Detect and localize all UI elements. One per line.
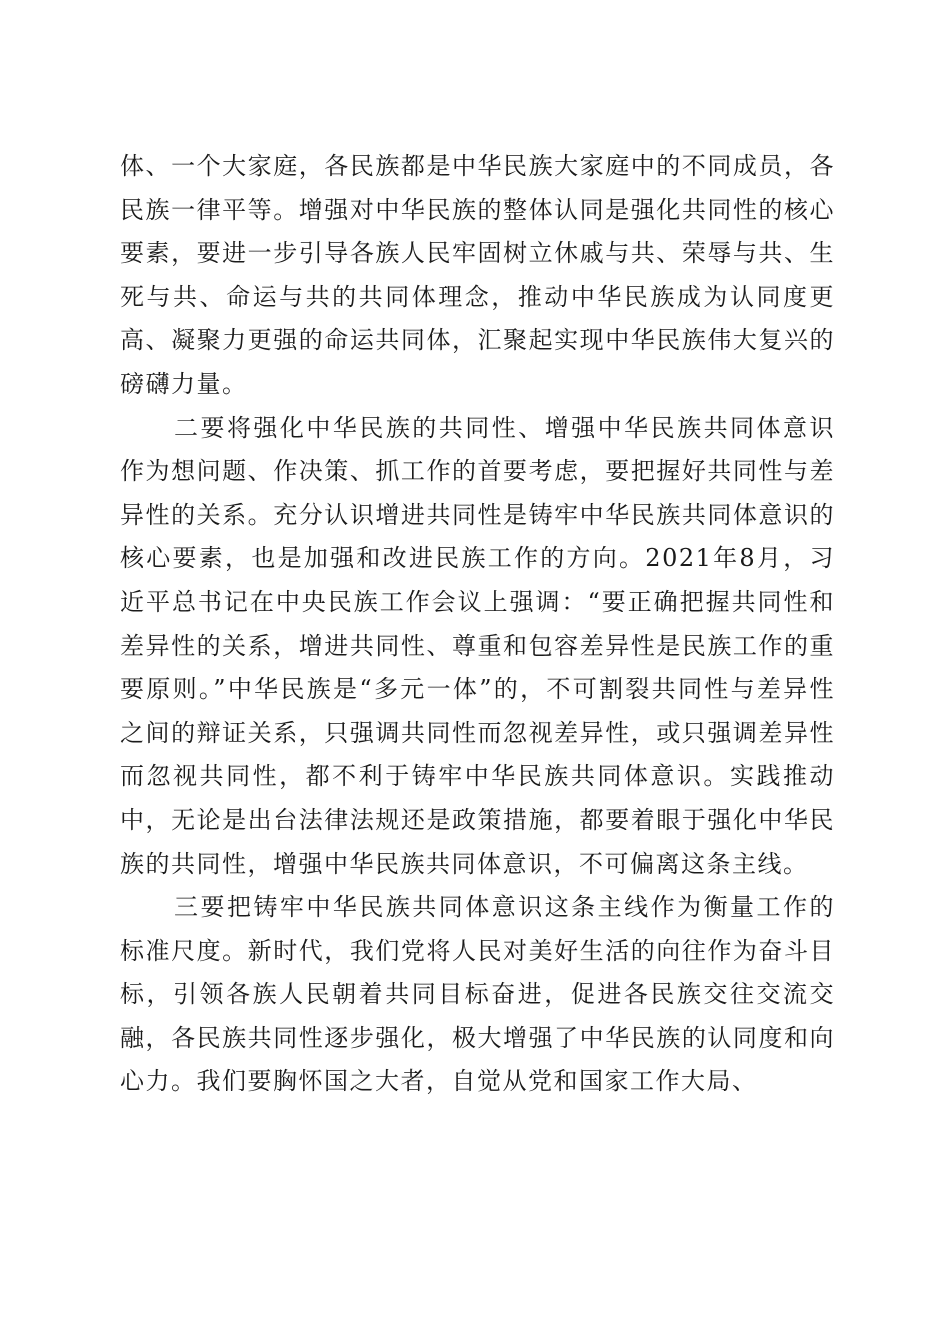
- paragraph-second-point: 二要将强化中华民族的共同性、增强中华民族共同体意识作为想问题、作决策、抓工作的首要考虑，要把握好共同性与差异性的关系。充分认识增进共同性是铸牢中华民族共同体意识的核心要素，也是加强和改进民族工作的方向。2021年8月，习近平总书记在中央民族工作会议上强调：“要正确把握共同性和差异性的关系，增进共同性、尊重和包容差异性是民族工作的重要原则。”中华民族是“多元一体”的，不可割裂共同性与差异性之间的辩证关系，只强调共同性而忽视差异性，或只强调差异性而忽视共同性，都不利于铸牢中华民族共同体意识。实践推动中，无论是出台法律法规还是政策措施，都要着眼于强化中华民族的共同性，增强中华民族共同体意识，不可偏离这条主线。: [120, 413, 835, 878]
- paragraph-continuation: 体、一个大家庭，各民族都是中华民族大家庭中的不同成员，各民族一律平等。增强对中华民族的整体认同是强化共同性的核心要素，要进一步引导各族人民牢固树立休戚与共、荣辱与共、生死与共、命运与共的共同体理念，推动中华民族成为认同度更高、凝聚力更强的命运共同体，汇聚起实现中华民族伟大复兴的磅礴力量。: [120, 152, 835, 398]
- document-body: [120, 145, 835, 1104]
- paragraph-third-point: 三要把铸牢中华民族共同体意识这条主线作为衡量工作的标准尺度。新时代，我们党将人民对美好生活的向往作为奋斗目标，引领各族人民朝着共同目标奋进，促进各民族交往交流交融，各民族共同性逐步强化，极大增强了中华民族的认同度和向心力。我们要胸怀国之大者，自觉从党和国家工作大局、: [120, 893, 835, 1096]
